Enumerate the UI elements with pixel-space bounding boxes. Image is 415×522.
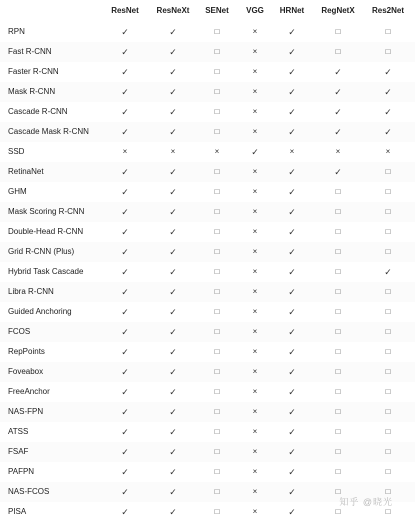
cross-icon: × [252,307,258,316]
cross-icon: × [252,487,258,496]
cross-icon: × [252,287,258,296]
check-icon: ✓ [169,407,177,417]
row-label: RepPoints [8,347,45,356]
check-icon: ✓ [121,407,129,417]
check-icon: ✓ [169,247,177,257]
check-icon: ✓ [334,87,342,97]
check-icon: ✓ [288,367,296,377]
check-icon: ✓ [121,347,129,357]
cross-icon: × [252,447,258,456]
check-icon: ✓ [288,107,296,117]
check-icon: ✓ [288,27,296,37]
empty-box-icon: □ [214,27,220,36]
column-header: Res2Net [371,6,404,15]
table-header-row [0,0,415,22]
check-icon: ✓ [169,387,177,397]
empty-box-icon: □ [335,187,341,196]
check-icon: ✓ [288,507,296,517]
cross-icon: × [252,167,258,176]
empty-box-icon: □ [385,387,391,396]
empty-box-icon: □ [335,367,341,376]
check-icon: ✓ [288,347,296,357]
empty-box-icon: □ [385,307,391,316]
check-icon: ✓ [121,167,129,177]
row-label: GHM [8,187,27,196]
column-header: ResNet [111,6,139,15]
check-icon: ✓ [288,247,296,257]
row-label: FCOS [8,327,31,336]
empty-box-icon: □ [214,447,220,456]
empty-box-icon: □ [385,487,391,496]
cross-icon: × [252,327,258,336]
table-row [0,462,415,482]
row-label: Cascade Mask R-CNN [8,127,89,136]
check-icon: ✓ [169,507,177,517]
empty-box-icon: □ [385,227,391,236]
check-icon: ✓ [169,67,177,77]
empty-box-icon: □ [385,467,391,476]
check-icon: ✓ [288,47,296,57]
cross-icon: × [252,247,258,256]
empty-box-icon: □ [335,407,341,416]
cross-icon: × [252,187,258,196]
row-label: Foveabox [8,367,44,376]
empty-box-icon: □ [335,227,341,236]
cross-icon: × [252,347,258,356]
check-icon: ✓ [169,367,177,377]
check-icon: ✓ [288,67,296,77]
row-label: Hybrid Task Cascade [8,267,84,276]
empty-box-icon: □ [335,207,341,216]
empty-box-icon: □ [214,87,220,96]
empty-box-icon: □ [214,107,220,116]
check-icon: ✓ [288,387,296,397]
table-row [0,242,415,262]
check-icon: ✓ [121,47,129,57]
check-icon: ✓ [384,87,392,97]
check-icon: ✓ [121,247,129,257]
row-label: Libra R-CNN [8,287,54,296]
table-row [0,382,415,402]
empty-box-icon: □ [385,447,391,456]
empty-box-icon: □ [214,387,220,396]
empty-box-icon: □ [385,427,391,436]
check-icon: ✓ [288,187,296,197]
row-label: ATSS [8,427,29,436]
row-label: Faster R-CNN [8,67,59,76]
table-row [0,22,415,42]
row-label: Fast R-CNN [8,47,52,56]
check-icon: ✓ [121,27,129,37]
empty-box-icon: □ [214,127,220,136]
check-icon: ✓ [121,127,129,137]
check-icon: ✓ [169,487,177,497]
check-icon: ✓ [288,487,296,497]
check-icon: ✓ [169,107,177,117]
check-icon: ✓ [169,427,177,437]
empty-box-icon: □ [214,327,220,336]
check-icon: ✓ [121,87,129,97]
check-icon: ✓ [169,187,177,197]
table-row [0,142,415,162]
check-icon: ✓ [169,287,177,297]
table-row [0,402,415,422]
check-icon: ✓ [121,207,129,217]
row-label: Mask R-CNN [8,87,56,96]
table-row [0,362,415,382]
empty-box-icon: □ [214,367,220,376]
check-icon: ✓ [169,347,177,357]
empty-box-icon: □ [335,447,341,456]
row-label: FSAF [8,447,29,456]
row-label: PAFPN [8,467,35,476]
table-row [0,282,415,302]
table-row [0,422,415,442]
column-header: RegNetX [321,6,355,15]
check-icon: ✓ [121,67,129,77]
table-row [0,102,415,122]
table-row [0,62,415,82]
check-icon: ✓ [121,467,129,477]
cross-icon: × [252,27,258,36]
cross-icon: × [252,107,258,116]
table-row [0,302,415,322]
table-row [0,222,415,242]
empty-box-icon: □ [385,187,391,196]
cross-icon: × [252,47,258,56]
cross-icon: × [252,127,258,136]
check-icon: ✓ [121,307,129,317]
check-icon: ✓ [288,427,296,437]
cross-icon: × [252,367,258,376]
empty-box-icon: □ [214,467,220,476]
check-icon: ✓ [334,67,342,77]
check-icon: ✓ [334,127,342,137]
check-icon: ✓ [169,47,177,57]
check-icon: ✓ [121,287,129,297]
check-icon: ✓ [384,107,392,117]
check-icon: ✓ [121,487,129,497]
check-icon: ✓ [288,307,296,317]
table-row [0,42,415,62]
table-row [0,442,415,462]
table-row [0,182,415,202]
table-row [0,202,415,222]
check-icon: ✓ [121,227,129,237]
check-icon: ✓ [169,467,177,477]
empty-box-icon: □ [335,27,341,36]
check-icon: ✓ [169,327,177,337]
empty-box-icon: □ [385,407,391,416]
empty-box-icon: □ [214,307,220,316]
watermark: 知乎 @晓光 [339,497,393,507]
check-icon: ✓ [169,267,177,277]
cross-icon: × [335,147,341,156]
empty-box-icon: □ [214,247,220,256]
check-icon: ✓ [384,267,392,277]
cross-icon: × [252,427,258,436]
row-label: RetinaNet [8,167,44,176]
check-icon: ✓ [334,107,342,117]
check-icon: ✓ [288,87,296,97]
table-row [0,322,415,342]
cross-icon: × [252,467,258,476]
empty-box-icon: □ [214,427,220,436]
empty-box-icon: □ [335,47,341,56]
column-header: SENet [205,6,229,15]
check-icon: ✓ [121,107,129,117]
empty-box-icon: □ [385,367,391,376]
empty-box-icon: □ [385,287,391,296]
table-row [0,122,415,142]
check-icon: ✓ [288,127,296,137]
check-icon: ✓ [384,67,392,77]
check-icon: ✓ [169,227,177,237]
empty-box-icon: □ [385,167,391,176]
empty-box-icon: □ [385,27,391,36]
column-header: ResNeXt [156,6,190,15]
empty-box-icon: □ [214,207,220,216]
check-icon: ✓ [288,207,296,217]
empty-box-icon: □ [335,387,341,396]
empty-box-icon: □ [335,507,341,516]
cross-icon: × [252,207,258,216]
check-icon: ✓ [169,167,177,177]
check-icon: ✓ [121,387,129,397]
cross-icon: × [252,67,258,76]
check-icon: ✓ [169,307,177,317]
check-icon: ✓ [288,327,296,337]
cross-icon: × [122,147,128,156]
empty-box-icon: □ [385,47,391,56]
row-label: NAS-FCOS [8,487,50,496]
empty-box-icon: □ [385,327,391,336]
row-label: Guided Anchoring [8,307,72,316]
check-icon: ✓ [288,227,296,237]
row-label: PISA [8,507,27,516]
empty-box-icon: □ [335,487,341,496]
row-label: Cascade R-CNN [8,107,68,116]
cross-icon: × [252,387,258,396]
empty-box-icon: □ [335,247,341,256]
cross-icon: × [252,227,258,236]
empty-box-icon: □ [335,307,341,316]
empty-box-icon: □ [214,167,220,176]
row-label: RPN [8,27,25,36]
check-icon: ✓ [334,167,342,177]
empty-box-icon: □ [335,287,341,296]
check-icon: ✓ [121,367,129,377]
check-icon: ✓ [169,127,177,137]
empty-box-icon: □ [214,347,220,356]
row-label: Grid R-CNN (Plus) [8,247,75,256]
check-icon: ✓ [121,187,129,197]
table-body [0,22,415,522]
cross-icon: × [214,147,220,156]
check-icon: ✓ [121,507,129,517]
cross-icon: × [170,147,176,156]
row-label: FreeAnchor [8,387,50,396]
empty-box-icon: □ [214,487,220,496]
check-icon: ✓ [288,267,296,277]
empty-box-icon: □ [335,427,341,436]
table-row [0,262,415,282]
empty-box-icon: □ [385,247,391,256]
empty-box-icon: □ [214,187,220,196]
empty-box-icon: □ [214,267,220,276]
cross-icon: × [252,407,258,416]
row-label: SSD [8,147,25,156]
check-icon: ✓ [288,167,296,177]
check-icon: ✓ [288,287,296,297]
row-label: Double-Head R-CNN [8,227,84,236]
check-icon: ✓ [288,407,296,417]
empty-box-icon: □ [385,507,391,516]
column-header: HRNet [279,6,305,15]
cross-icon: × [252,87,258,96]
empty-box-icon: □ [214,507,220,516]
table-row [0,342,415,362]
check-icon: ✓ [288,467,296,477]
empty-box-icon: □ [335,267,341,276]
check-icon: ✓ [169,27,177,37]
check-icon: ✓ [169,87,177,97]
empty-box-icon: □ [385,207,391,216]
table-row [0,162,415,182]
empty-box-icon: □ [335,467,341,476]
empty-box-icon: □ [214,67,220,76]
cross-icon: × [252,267,258,276]
check-icon: ✓ [169,447,177,457]
column-header: VGG [246,6,264,15]
empty-box-icon: □ [214,287,220,296]
check-icon: ✓ [121,427,129,437]
check-icon: ✓ [121,267,129,277]
row-label: Mask Scoring R-CNN [8,207,85,216]
cross-icon: × [252,507,258,516]
cross-icon: × [385,147,391,156]
table-row [0,82,415,102]
empty-box-icon: □ [385,347,391,356]
empty-box-icon: □ [214,407,220,416]
empty-box-icon: □ [335,347,341,356]
check-icon: ✓ [288,447,296,457]
empty-box-icon: □ [214,47,220,56]
empty-box-icon: □ [214,227,220,236]
cross-icon: × [289,147,295,156]
check-icon: ✓ [169,207,177,217]
empty-box-icon: □ [335,327,341,336]
check-icon: ✓ [251,147,259,157]
row-label: NAS-FPN [8,407,44,416]
check-icon: ✓ [121,447,129,457]
check-icon: ✓ [121,327,129,337]
check-icon: ✓ [384,127,392,137]
